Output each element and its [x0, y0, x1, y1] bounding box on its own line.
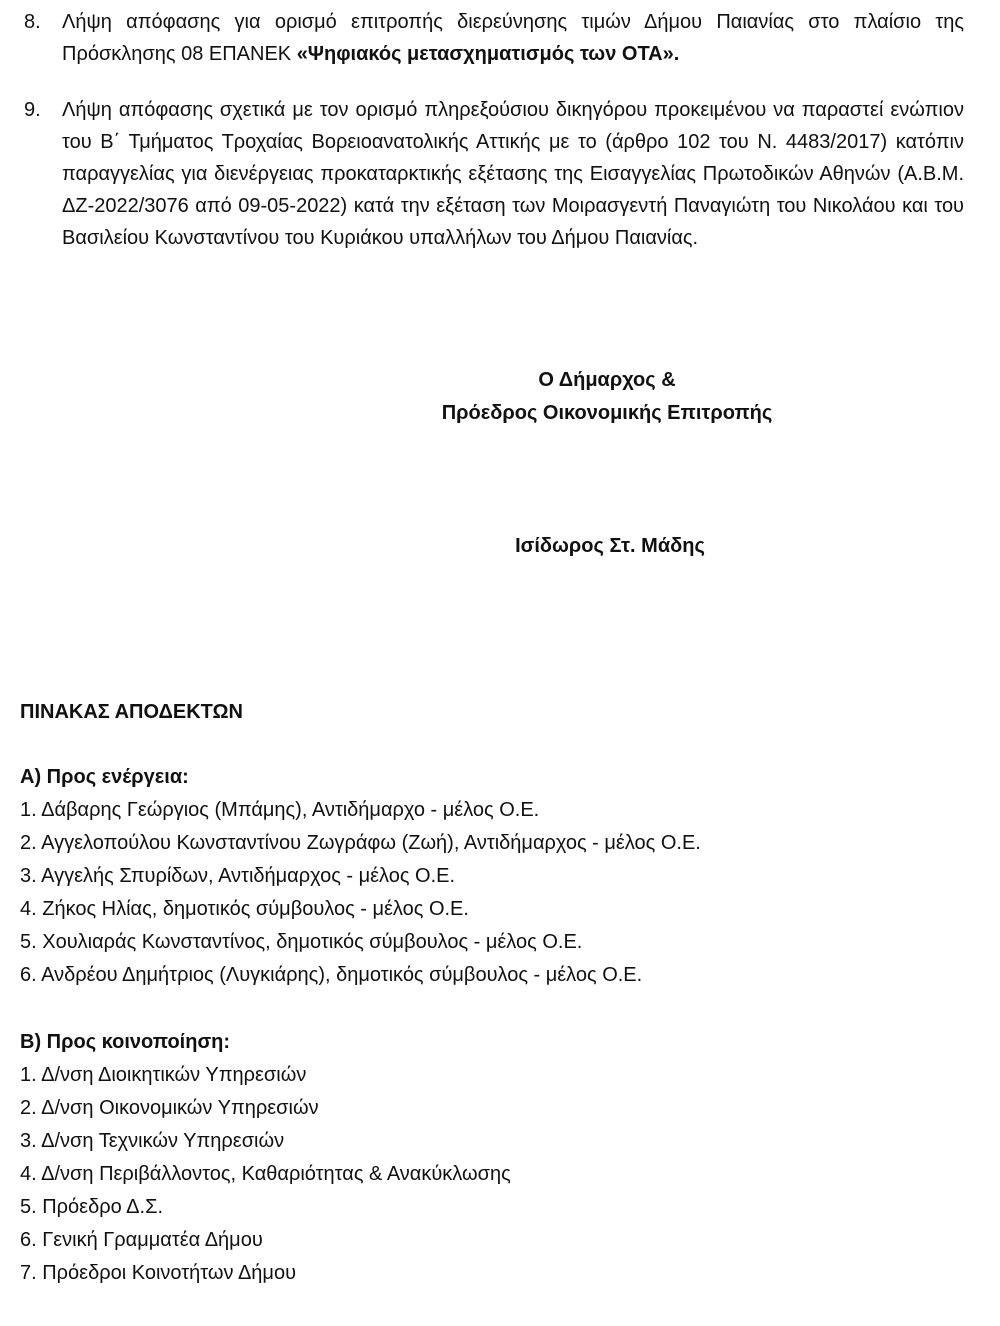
for-action-list	[20, 794, 701, 992]
list-item: 3. Δ/νση Τεχνικών Υπηρεσιών	[20, 1130, 285, 1152]
list-item: 5. Χουλιαράς Κωνσταντίνος, δημοτικός σύμβουλος - μέλος Ο.Ε.	[20, 931, 583, 953]
agenda-item-text	[62, 6, 964, 70]
signature-title-line1: Ο Δήμαρχος &	[538, 369, 676, 391]
signature-title-line2: Πρόεδρος Οικονομικής Επιτροπής	[441, 402, 773, 424]
agenda-item-text-plain: Λήψη απόφασης για ορισμό επιτροπής διερεύνησης τιμών Δήμου Παιανίας στο πλαίσιο της Πρόσκλησης 08 ΕΠΑΝΕΚ	[62, 11, 964, 65]
for-notification-heading: Β) Προς κοινοποίηση:	[20, 1031, 230, 1053]
recipients-heading: ΠΙΝΑΚΑΣ ΑΠΟΔΕΚΤΩΝ	[20, 701, 243, 723]
list-item: 5. Πρόεδρο Δ.Σ.	[20, 1196, 164, 1218]
agenda-item-number: 9.	[24, 99, 41, 121]
list-item: 1. Δ/νση Διοικητικών Υπηρεσιών	[20, 1064, 307, 1086]
list-item: 2. Αγγελοπούλου Κωνσταντίνου Ζωγράφω (Ζωή), Αντιδήμαρχος - μέλος Ο.Ε.	[20, 832, 701, 854]
signature-name: Ισίδωρος Στ. Μάδης	[515, 535, 705, 557]
agenda-item-8	[20, 6, 964, 70]
list-item: 2. Δ/νση Οικονομικών Υπηρεσιών	[20, 1097, 319, 1119]
for-notification-list	[20, 1059, 511, 1290]
agenda-item-text-bold: «Ψηφιακός μετασχηματισμός των ΟΤΑ».	[296, 43, 680, 65]
agenda-item-text: Λήψη απόφασης σχετικά με τον ορισμό πληρεξούσιου δικηγόρου προκειμένου να παραστεί ενώπιον του Β΄ Τμήματος Τροχαίας Βορειοανατολικής Αττικής με το (άρθρο 102 του Ν. 4483/2017) κατόπιν παραγγελίας για διενέργειας προκαταρκτικής εξέτασης της Εισαγγελίας Πρωτοδικών Αθηνών (Α.Β.Μ. ΔΖ-2022/3076 από 09-05-2022) κατά την εξέταση των Μοιρασγεντή Παναγιώτη του Νικολάου και του Βασιλείου Κωνσταντίνου του Κυριάκου υπαλλήλων του Δήμου Παιανίας.	[62, 99, 964, 249]
list-item: 7. Πρόεδροι Κοινοτήτων Δήμου	[20, 1262, 297, 1284]
agenda-item-number: 8.	[24, 11, 41, 33]
list-item: 6. Ανδρέου Δημήτριος (Λυγκιάρης), δημοτικός σύμβουλος - μέλος Ο.Ε.	[20, 964, 643, 986]
list-item: 3. Αγγελής Σπυρίδων, Αντιδήμαρχος - μέλος Ο.Ε.	[20, 865, 456, 887]
list-item: 4. Δ/νση Περιβάλλοντος, Καθαριότητας & Ανακύκλωσης	[20, 1163, 511, 1185]
list-item: 4. Ζήκος Ηλίας, δημοτικός σύμβουλος - μέλος Ο.Ε.	[20, 898, 469, 920]
agenda-item	[20, 6, 964, 70]
list-item: 6. Γενική Γραμματέα Δήμου	[20, 1229, 263, 1251]
agenda-item-9	[20, 94, 964, 254]
for-action-heading: Α) Προς ενέργεια:	[20, 766, 189, 788]
list-item: 1. Δάβαρης Γεώργιος (Μπάμης), Αντιδήμαρχο - μέλος Ο.Ε.	[20, 799, 540, 821]
agenda-item	[20, 94, 964, 254]
